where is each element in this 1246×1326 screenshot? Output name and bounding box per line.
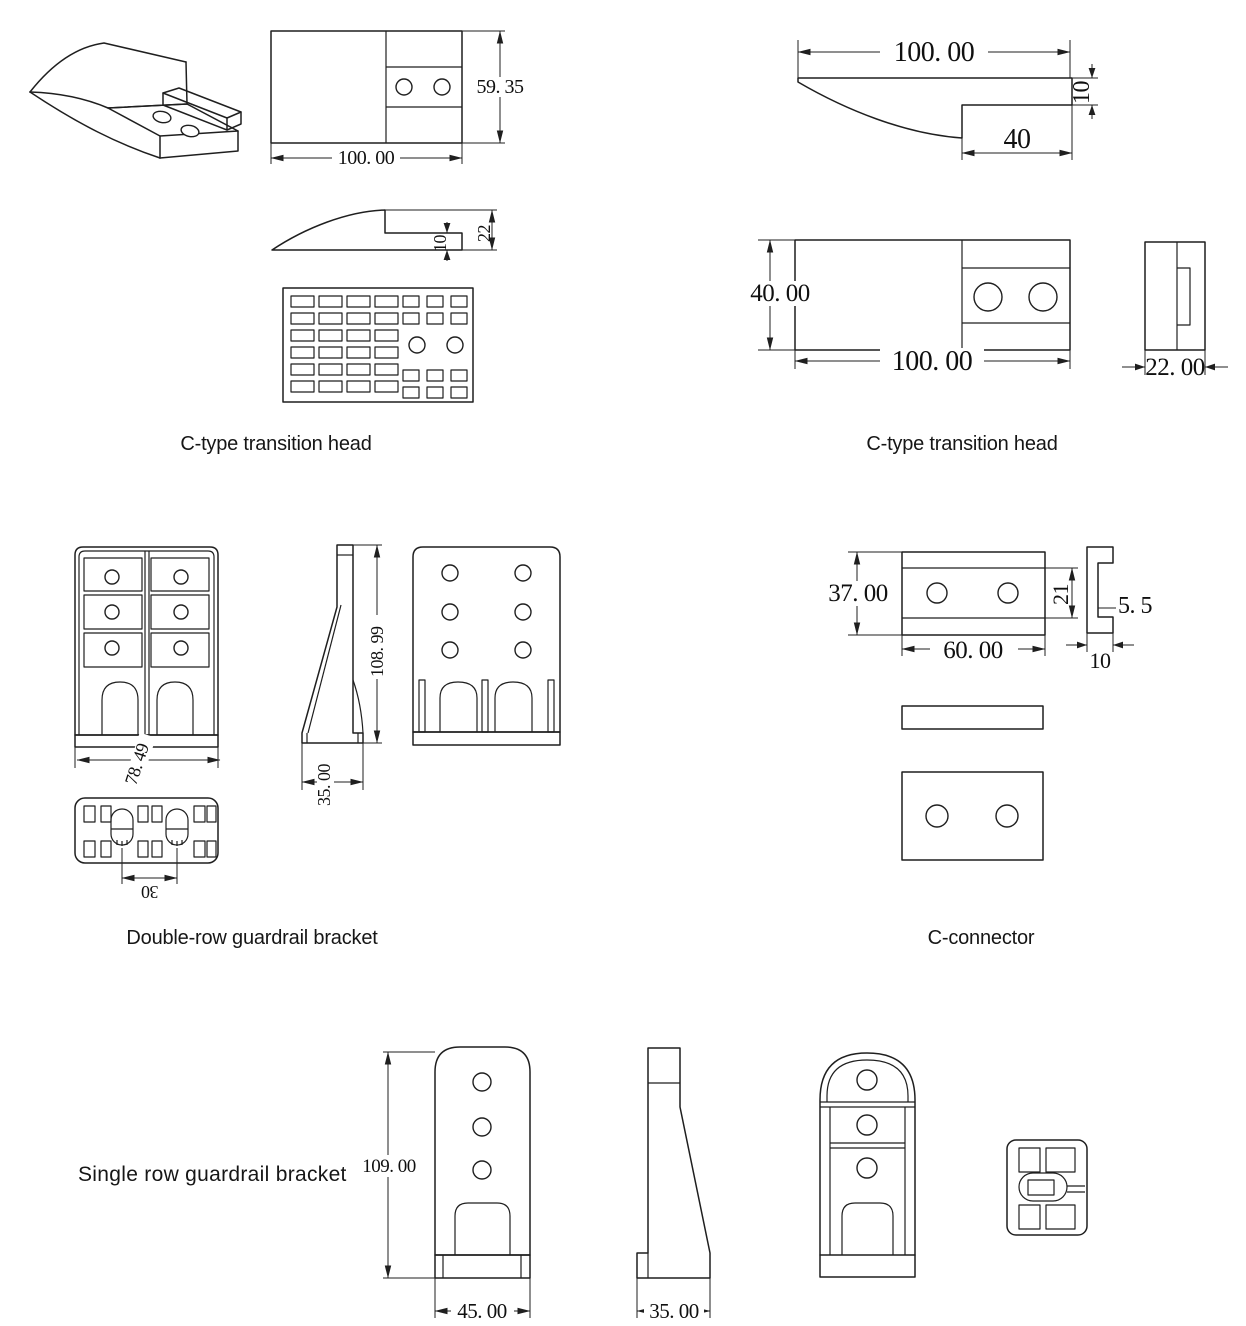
- panel-frames: [84, 558, 209, 667]
- section-cutouts: [1019, 1148, 1085, 1229]
- slot-right: [166, 809, 188, 846]
- plan-view: [271, 31, 526, 169]
- dim-plan-width: [271, 143, 462, 169]
- bolt-hole-icon: [926, 805, 948, 827]
- dim-text-plan-width: 60. 00: [943, 637, 1003, 664]
- bolt-hole-icon: [473, 1073, 491, 1091]
- bolt-hole-icon: [974, 283, 1002, 311]
- dim-side-height: [353, 545, 387, 743]
- bolt-hole-icon: [515, 604, 531, 620]
- bolt-hole-icon: [857, 1158, 877, 1178]
- front-view: [75, 547, 220, 789]
- section-label-single-row: Single row guardrail bracket: [78, 1163, 347, 1186]
- dim-text-side-base-width: 35. 00: [314, 764, 334, 806]
- double-row-bracket-section: [75, 545, 560, 949]
- dim-text-profile-tab-length: 40: [1003, 124, 1031, 155]
- dim-front-height: [352, 1052, 437, 1278]
- dim-text-plan-width: 100. 00: [891, 346, 973, 377]
- dim-text-side-height: 22: [474, 225, 494, 242]
- bolt-hole-icon: [174, 570, 188, 584]
- bolt-hole-icon: [515, 642, 531, 658]
- bottom-view: [902, 772, 1043, 860]
- cross-section-view: [1007, 1140, 1087, 1235]
- c-type-left-section: [30, 31, 526, 455]
- dim-text-front-height: 109. 00: [362, 1156, 416, 1177]
- rear-view: [413, 547, 560, 745]
- bolt-hole-icon: [105, 641, 119, 655]
- bolt-hole-icon: [180, 124, 200, 139]
- bolt-hole-icon: [996, 805, 1018, 827]
- bolt-hole-icon: [473, 1118, 491, 1136]
- bolt-hole-icon: [515, 565, 531, 581]
- dim-side-base-width: [302, 743, 363, 808]
- front-view: [352, 1047, 530, 1323]
- dim-text-front-base-width: 45. 00: [457, 1299, 507, 1323]
- side-view: [272, 210, 497, 261]
- bottom-section-view: [75, 798, 218, 902]
- dim-plan-height: [820, 552, 902, 635]
- dim-text-end-width: 22. 00: [1145, 354, 1205, 381]
- bolt-hole-icon: [174, 641, 188, 655]
- dim-text-slot-spacing: 30: [141, 882, 159, 902]
- dim-plan-height: [462, 31, 526, 143]
- section-cutouts: [84, 806, 216, 857]
- bolt-hole-icon: [442, 604, 458, 620]
- bolt-hole-icon: [473, 1161, 491, 1179]
- profile-view: [798, 37, 1098, 160]
- dim-plan-width: [902, 635, 1045, 664]
- dim-profile-width: [798, 37, 1070, 78]
- bolt-hole-icon: [857, 1115, 877, 1135]
- bolt-hole-icon: [174, 605, 188, 619]
- dim-side-tab: [430, 222, 450, 261]
- section-label-c-type-left: C-type transition head: [180, 433, 372, 455]
- bolt-hole-icon: [105, 605, 119, 619]
- dim-text-web-thickness: 5. 5: [1118, 593, 1152, 619]
- bolt-hole-icon: [857, 1070, 877, 1090]
- bottom-grid-view: [283, 288, 473, 402]
- dim-front-base-width: [435, 1278, 530, 1323]
- section-label-c-type-right: C-type transition head: [866, 433, 1058, 455]
- dim-inner-height: [1045, 568, 1078, 618]
- bolt-hole-icon: [409, 337, 425, 353]
- dim-front-width: [75, 732, 220, 790]
- grid-slots: [291, 296, 467, 398]
- bolt-hole-icon: [1029, 283, 1057, 311]
- side-view: [302, 545, 387, 808]
- slot-left: [111, 809, 133, 846]
- dim-side-base-width: [637, 1278, 710, 1323]
- rear-view: [820, 1053, 915, 1277]
- dim-text-side-base-width: 35. 00: [649, 1299, 699, 1323]
- dim-text-side-tab: 10: [430, 235, 450, 252]
- c-profile-view: [1066, 547, 1153, 673]
- side-view: [637, 1048, 710, 1323]
- section-label-c-connector: C-connector: [927, 927, 1035, 949]
- side-strip-view: [902, 706, 1043, 729]
- dim-end-width: [1122, 350, 1228, 381]
- dim-text-profile-thickness: 10: [1089, 648, 1111, 673]
- dim-text-front-width: 78. 49: [120, 741, 153, 788]
- dim-web-thickness: [1098, 593, 1153, 619]
- isometric-view: [30, 43, 241, 158]
- single-row-bracket-section: [78, 1047, 1087, 1323]
- bolt-hole-icon: [442, 642, 458, 658]
- bolt-hole-icon: [434, 79, 450, 95]
- rear-slots: [419, 680, 554, 732]
- dim-profile-tab-thickness: [1069, 64, 1098, 119]
- plan-view: [820, 552, 1078, 664]
- dim-text-plan-width: 100. 00: [337, 147, 395, 169]
- dim-text-profile-tab-thickness: 10: [1069, 81, 1095, 104]
- bolt-hole-icon: [998, 583, 1018, 603]
- c-type-right-section: [742, 37, 1228, 455]
- dim-text-plan-height: 59. 35: [476, 76, 524, 98]
- bolt-hole-icon: [447, 337, 463, 353]
- bolt-hole-icon: [442, 565, 458, 581]
- dim-text-side-height: 108. 99: [367, 626, 387, 677]
- dim-plan-height: [742, 240, 819, 350]
- c-connector-section: [820, 547, 1153, 949]
- end-view: [1122, 242, 1228, 381]
- plan-view: [742, 240, 1070, 377]
- dim-text-inner-height: 21: [1048, 584, 1073, 605]
- bolt-hole-icon: [396, 79, 412, 95]
- dim-profile-tab-length: [962, 105, 1072, 160]
- dim-slot-spacing: [122, 848, 177, 902]
- bolt-hole-icon: [105, 570, 119, 584]
- bolt-hole-icon: [152, 110, 172, 125]
- section-label-double-row: Double-row guardrail bracket: [126, 927, 378, 949]
- dim-text-profile-width: 100. 00: [893, 37, 975, 68]
- dim-profile-thickness: [1066, 633, 1134, 673]
- dim-text-plan-height: 37. 00: [828, 580, 888, 607]
- dim-text-plan-height: 40. 00: [750, 280, 810, 307]
- bolt-hole-icon: [927, 583, 947, 603]
